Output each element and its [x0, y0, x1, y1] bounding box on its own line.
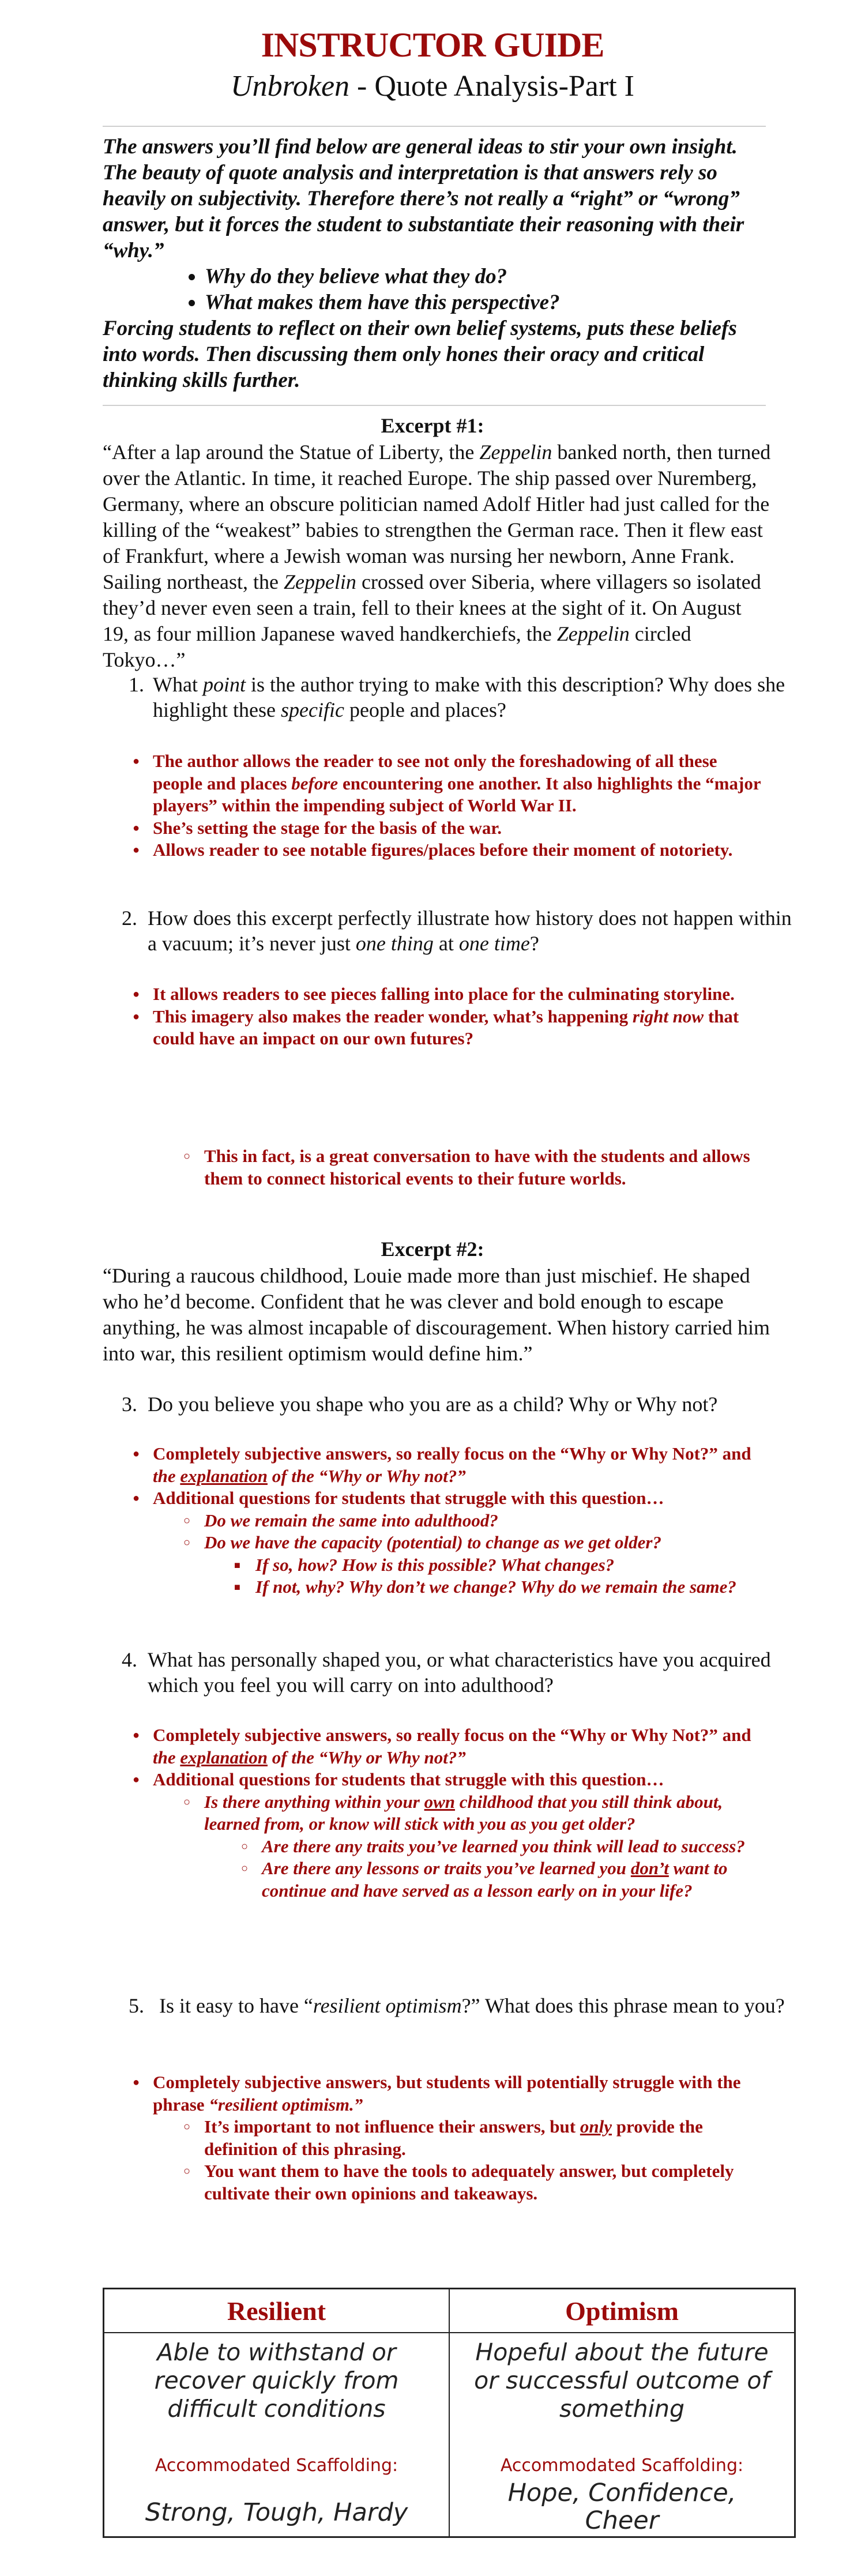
- text-run: don’t: [630, 1858, 669, 1878]
- text-run: She’s setting the stage for the basis of the war.: [153, 817, 502, 838]
- question: [129, 672, 791, 723]
- table-header-resilient: Resilient: [104, 2289, 450, 2333]
- scaffold-label: Accommodated Scaffolding:: [500, 2455, 744, 2476]
- text-run: You want them to have the tools to adequately answer, but completely cultivate their own opinions and takeaways.: [204, 2161, 734, 2203]
- text-run: Zeppelin: [283, 570, 356, 593]
- disc-bullet-icon: ●: [133, 1010, 140, 1023]
- answer-item: [133, 1724, 767, 1769]
- text-run: Do we remain the same into adulthood?: [204, 1510, 498, 1530]
- text-run: the: [153, 1747, 180, 1768]
- text-run: that could have an impact on our own futures?: [153, 1006, 739, 1048]
- intro-section: [103, 134, 772, 393]
- excerpt-heading: Excerpt #1:: [381, 414, 484, 437]
- circle-bullet-icon: ○: [183, 1795, 191, 1808]
- text-run: specific: [280, 698, 344, 721]
- circle-bullet-icon: ○: [183, 1514, 191, 1527]
- disc-bullet-icon: ●: [133, 1492, 140, 1505]
- text-run: Completely subjective answers, so really focus on the “Why or Why Not?” and: [153, 1443, 751, 1464]
- text-run: crossed over Siberia, where villagers so isolated they’d never even seen a train, fell to their knees at the sight of it. On August 19, as four million Japanese waved handkerchiefs, the: [103, 570, 761, 645]
- text-run: circled Tokyo…”: [103, 622, 691, 671]
- synonyms-text: Hope, Confidence, Cheer: [507, 2479, 736, 2535]
- disc-bullet-icon: ●: [133, 2076, 140, 2089]
- answer-list: [0, 1443, 865, 1599]
- text-run: This in fact, is a great conversation to have with the students and allows them to connect historical events to their future worlds.: [204, 1146, 750, 1189]
- text-run: “resilient optimism.”: [209, 2094, 363, 2115]
- answer-item: [183, 1510, 767, 1532]
- text-run: Are there any traits you’ve learned you think will lead to success?: [262, 1836, 745, 1856]
- answer-item: [183, 2116, 767, 2160]
- circle-bullet-icon: ○: [241, 1840, 249, 1853]
- text-run: Is there anything within your: [204, 1791, 424, 1812]
- text-run: only: [580, 2116, 612, 2137]
- text-run: Do you believe you shape who you are as a child? Why or Why not?: [148, 1393, 718, 1416]
- text-run: Allows reader to see notable figures/places before their moment of notoriety.: [153, 840, 733, 860]
- text-run: If so, how? How is this possible? What changes?: [255, 1554, 615, 1575]
- circle-bullet-icon: ○: [183, 1536, 191, 1549]
- text-run: childhood that you still think about, learned from, or know will stick with you as you get older?: [204, 1791, 723, 1834]
- table-header-optimism: Optimism: [449, 2289, 795, 2333]
- answer-list: [0, 1724, 865, 1902]
- text-run: ?: [529, 932, 539, 955]
- square-bullet-icon: ■: [234, 1559, 240, 1571]
- text-run: explanation: [180, 1747, 268, 1768]
- text-run: “After a lap around the Statue of Liberty, the: [103, 441, 480, 464]
- table-cell-optimism: [449, 2333, 795, 2537]
- answer-item: [241, 1857, 767, 1902]
- text-run: What: [153, 673, 203, 696]
- answer-item: [241, 1836, 767, 1858]
- text-run: It allows readers to see pieces falling into place for the culminating storyline.: [153, 984, 735, 1004]
- text-run: Additional questions for students that struggle with this question…: [153, 1769, 664, 1789]
- divider: [103, 405, 766, 406]
- answer-item: [133, 1443, 767, 1487]
- text-run: Is it easy to have “: [159, 1994, 313, 2017]
- text-run: encountering one another. It also highlights the “major players” within the impending subject of World War II.: [153, 773, 761, 815]
- text-run: ?” What does this phrase mean to you?: [461, 1994, 785, 2017]
- text-run: is the author trying to make with this description? Why does she highlight these: [153, 673, 785, 721]
- subtitle-rest: - Quote Analysis-Part I: [349, 70, 634, 103]
- text-run: It’s important to not influence their answers, but: [204, 2116, 580, 2137]
- answer-item: [183, 1145, 767, 1190]
- text-run: the: [153, 1465, 180, 1486]
- text-run: Are there any lessons or traits you’ve learned you: [262, 1858, 631, 1878]
- text-run: people and places?: [344, 698, 506, 721]
- disc-bullet-icon: ●: [133, 755, 140, 768]
- answer-list: [0, 983, 865, 1050]
- text-run: one time: [458, 932, 530, 955]
- excerpt-quote: [103, 439, 772, 673]
- disc-bullet-icon: ●: [133, 988, 140, 1001]
- disc-bullet-icon: ●: [133, 821, 140, 834]
- answer-item: [183, 1532, 767, 1554]
- intro-paragraph: The answers you’ll find below are general ideas to stir your own insight. The beauty of quote analysis and interpretation is that answers rely so heavily on subjectivity. Therefore there’s not really a “right” or “wrong” answer, but it forces the student to substantiate their reasoning with their “why.”: [103, 135, 744, 262]
- page-subtitle: [0, 69, 865, 103]
- definition-text: Hopeful about the future or successful outcome of something: [474, 2338, 770, 2423]
- text-run: Completely subjective answers, but students will potentially struggle with the phrase: [153, 2072, 741, 2115]
- text-run: This imagery also makes the reader wonder, what’s happening: [153, 1006, 633, 1026]
- text-run: explanation: [180, 1465, 268, 1486]
- table-cell-resilient: [104, 2333, 450, 2537]
- text-run: Additional questions for students that struggle with this question…: [153, 1488, 664, 1508]
- text-run: Zeppelin: [479, 441, 552, 464]
- text-run: of the “Why or Why not?”: [267, 1465, 466, 1486]
- text-run: How does this excerpt perfectly illustrate how history does not happen within a vacuum; it’s never just: [148, 907, 792, 955]
- disc-bullet-icon: ●: [133, 1773, 140, 1786]
- text-run: The author allows the reader to see not only the foreshadowing of all these people and places: [153, 751, 717, 794]
- answer-item: [183, 2160, 767, 2205]
- text-run: Zeppelin: [556, 622, 630, 645]
- circle-bullet-icon: ○: [241, 1862, 249, 1875]
- intro-bullets: [103, 264, 772, 315]
- text-run: right now: [632, 1006, 704, 1026]
- intro-paragraph: Forcing students to reflect on their own belief systems, puts these beliefs into words. Then discussing them only hones their oracy and critical thinking skills further.: [103, 317, 737, 392]
- answer-item: [234, 1554, 767, 1577]
- disc-bullet-icon: ●: [133, 1729, 140, 1742]
- answer-list: [0, 2071, 865, 2205]
- text-run: of the “Why or Why not?”: [267, 1747, 466, 1768]
- disc-bullet-icon: ●: [133, 1447, 140, 1460]
- answer-item: [183, 1791, 767, 1836]
- question-number: 4.: [122, 1648, 137, 1671]
- definition-table: [103, 2288, 796, 2538]
- circle-bullet-icon: ○: [183, 2165, 191, 2178]
- answer-item: [133, 983, 767, 1006]
- answer-item: [133, 750, 767, 817]
- text-run: Completely subjective answers, so really focus on the “Why or Why Not?” and: [153, 1725, 751, 1745]
- question: [122, 1392, 793, 1417]
- answer-list: [0, 1145, 865, 1190]
- text-run: resilient optimism: [313, 1994, 462, 2017]
- question-number: 5.: [129, 1994, 144, 2017]
- text-run: want to continue and have served as a lesson early on in your life?: [262, 1858, 728, 1901]
- excerpt-heading: Excerpt #2:: [381, 1238, 484, 1261]
- text-run: one thing: [355, 932, 434, 955]
- question-number: 3.: [122, 1393, 137, 1416]
- text-run: What has personally shaped you, or what characteristics have you acquired which you feel you will carry on into adulthood?: [148, 1648, 771, 1697]
- divider: [103, 126, 766, 127]
- text-run: at: [433, 932, 459, 955]
- answer-item: [133, 839, 767, 862]
- definition-text: Able to withstand or recover quickly from difficult conditions: [154, 2338, 399, 2423]
- excerpt-quote: [103, 1263, 772, 1367]
- answer-item: [234, 1576, 767, 1599]
- answer-item: [133, 817, 767, 840]
- circle-bullet-icon: ○: [183, 2120, 191, 2133]
- book-title: Unbroken: [231, 70, 350, 103]
- text-run: own: [424, 1791, 456, 1812]
- text-run: before: [291, 773, 339, 794]
- text-run: If not, why? Why don’t we change? Why do we remain the same?: [255, 1577, 736, 1597]
- question: [122, 1647, 793, 1698]
- answer-item: [133, 1769, 767, 1791]
- intro-bullet: • What makes them have this perspective?: [205, 289, 772, 315]
- circle-bullet-icon: ○: [183, 1150, 191, 1163]
- page-title: INSTRUCTOR GUIDE: [261, 26, 604, 64]
- question: [129, 1993, 798, 2018]
- answer-item: [133, 1006, 767, 1050]
- question: [122, 905, 793, 956]
- text-run: banked north, then turned over the Atlantic. In time, it reached Europe. The ship passed over Nuremberg, Germany, where an obscure politician named Adolf Hitler had just called for the killing of the “weakest” babies to strengthen the German race. Then it flew east of Frankfurt, where a Jewish woman was nursing her newborn, Anne Frank. Sailing northeast, the: [103, 441, 771, 593]
- question-number: 1.: [129, 673, 144, 696]
- disc-bullet-icon: ●: [133, 844, 140, 856]
- synonyms-text: Strong, Tough, Hardy: [145, 2498, 408, 2527]
- square-bullet-icon: ■: [234, 1581, 240, 1593]
- text-run: “During a raucous childhood, Louie made more than just mischief. He shaped who he’d become. Confident that he was clever and bold enough to escape anything, he was almost incapable of discouragement. When history carried him into war, this resilient optimism would define him.”: [103, 1264, 770, 1365]
- text-run: Do we have the capacity (potential) to change as we get older?: [204, 1532, 661, 1552]
- question-number: 2.: [122, 907, 137, 930]
- scaffold-label: Accommodated Scaffolding:: [155, 2455, 398, 2476]
- text-run: point: [202, 673, 246, 696]
- intro-bullet: • Why do they believe what they do?: [205, 264, 772, 289]
- answer-list: [0, 750, 865, 862]
- answer-item: [133, 2071, 767, 2116]
- answer-item: [133, 1487, 767, 1510]
- text-run: provide the definition of this phrasing.: [204, 2116, 703, 2159]
